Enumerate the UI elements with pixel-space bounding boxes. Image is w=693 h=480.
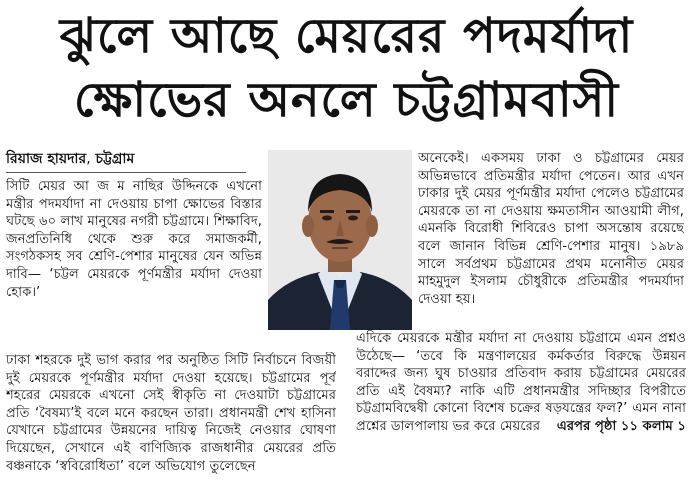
headline-line-1: ঝুলে আছে মেয়রের পদমর্যাদা <box>59 8 634 64</box>
portrait-image <box>268 150 412 330</box>
reporter-photo <box>268 150 412 330</box>
article-paragraph-1: সিটি মেয়র আ জ ম নাছির উদ্দিনকে এখনো মন্ত্রীর পদমর্যাদা না দেওয়ায় চাপা ক্ষোভের বিস্তার ঘটছে ৬০ লাখ মানুষের নগরী চট্টগ্রামে। শিক্ষাবিদ, জনপ্রতিনিধি থেকে শুরু করে সমাজকর্মী, সংগঠকসহ সব শ্রেণি-পেশার মানুষের যেন অভিন্ন দাবি— ‘চট্টল মেয়রকে পূর্ণমন্ত্রীর মর্যাদা দেওয়া হোক।’ <box>6 179 262 300</box>
byline <box>6 150 134 168</box>
article-column-bottom-right <box>356 330 686 476</box>
article-paragraph-4-text: এদিকে মেয়রকে মন্ত্রীর মর্যাদা না দেওয়ায় চট্টগ্রামে এমন প্রশ্নও উঠেছে— ‘তবে কি মন্ত্রণালয়ের কর্মকর্তার বিরুদ্ধে উন্নয়ন বরাদ্দের জন্য ঘুষ চাওয়ার প্রতিবাদ করায় চট্টগ্রামের মেয়রের প্রতি এই বৈষম্য? নাকি এটি প্রধানমন্ত্রীর সদিচ্ছার বিপরীতে চট্টগ্রামবিদ্বেষী কোনো বিশেষ চক্রের ষড়যন্ত্রের ফল?’ এমন নানা প্রশ্নের ডালপালায় ভর করে মেয়রের <box>356 331 686 434</box>
byline-separator: , <box>86 151 91 167</box>
article-paragraph-3: অনেকেই। একসময় ঢাকা ও চট্টগ্রামের মেয়র অভিন্নভাবে প্রতিমন্ত্রীর মর্যাদা পেতেন। আর এখন ঢাকার দুই মেয়র পূর্ণমন্ত্রীর মর্যাদা পেলেও চট্টগ্রামের মেয়রকে তা না দেওয়ায় ক্ষমতাসীন আওয়ামী লীগ, এমনকি বিরোধী শিবিরেও চাপা অসন্তোষ রয়েছে বলে জানান বিভিন্ন শ্রেণি-পেশার মানুষ। ১৯৮৯ সালে সর্বপ্রথম চট্টগ্রামের প্রথম মনোনীত মেয়র মাহমুদুল ইসলাম চৌধুরীকে প্রতিমন্ত্রীর পদমর্যাদা দেওয়া হয়। <box>418 151 684 307</box>
article-paragraph-2: ঢাকা শহরকে দুই ভাগ করার পর অনুষ্ঠিত সিটি নির্বাচনে বিজয়ী দুই মেয়রকে পূর্ণমন্ত্রীর মর্যাদা দেওয়া হয়েছে। চট্টগ্রামের পূর্ব শহরের মেয়রকে এখনো সেই স্বীকৃতি না দেওয়াটা চট্টগ্রামের প্রতি ‘বৈষম্য’ই বলে মনে করছেন তারা। প্রধানমন্ত্রী শেখ হাসিনা যেখানে চট্টগ্রামের উন্নয়নের দায়িত্ব নিজেই নেওয়ার ঘোষণা দিয়েছেন, সেখানে এই বাণিজ্যিক রাজধানীর মেয়রের প্রতি বঞ্চনাকে ‘স্ববিরোধিতা’ বলে অভিযোগ তুলেছেন <box>6 353 336 474</box>
byline-location: চট্টগ্রাম <box>95 151 135 167</box>
article-column-left <box>6 178 262 350</box>
article-paragraph-4 <box>356 330 686 436</box>
headline-line-2: ক্ষোভের অনলে চট্টগ্রামবাসী <box>73 72 620 128</box>
article-column-right <box>418 150 684 344</box>
byline-divider <box>6 172 246 173</box>
article-column-bottom-left <box>6 352 336 477</box>
reporter-name: রিয়াজ হায়দার <box>6 151 87 167</box>
continued-on-page: এরপর পৃষ্ঠা ১১ কলাম ১ <box>556 418 686 434</box>
